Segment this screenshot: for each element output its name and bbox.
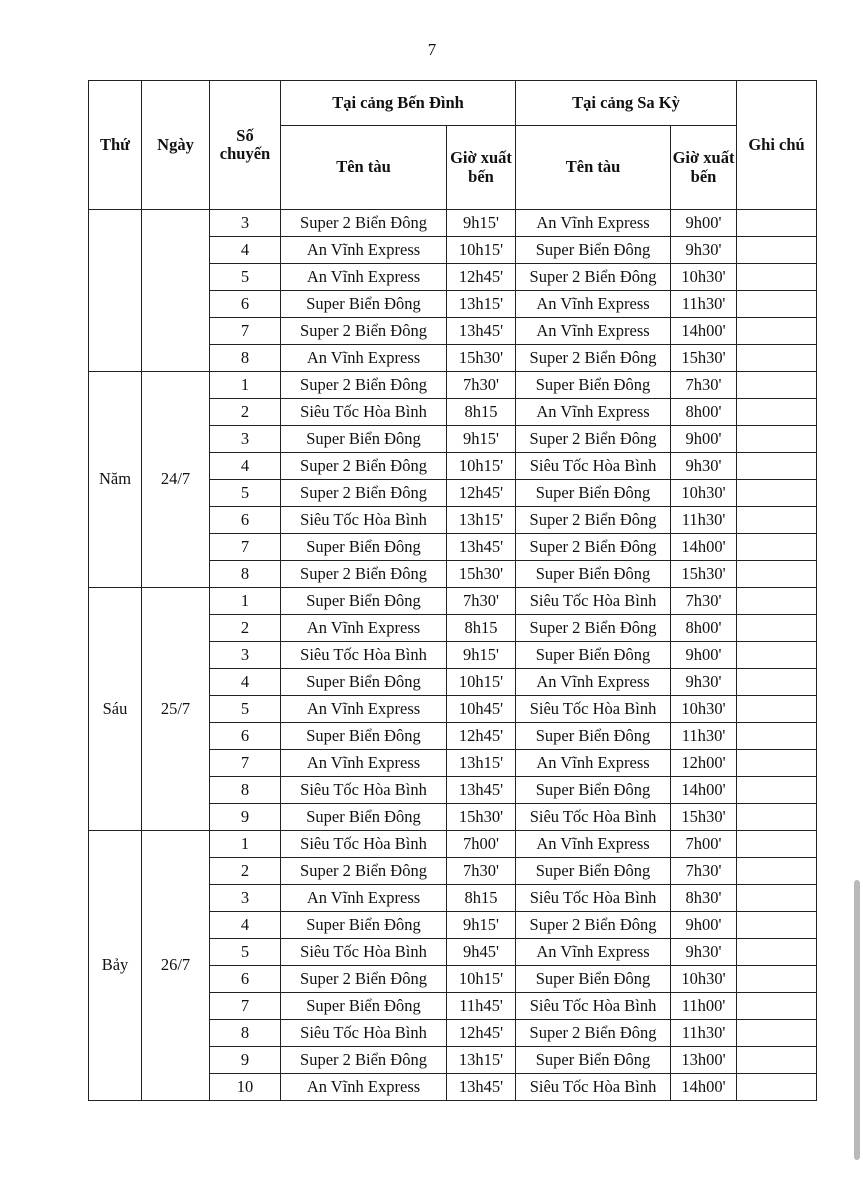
ship-name-sa-ky: Siêu Tốc Hòa Bình xyxy=(516,588,671,615)
day-of-week-cell: Năm xyxy=(89,372,142,588)
ferry-schedule-table xyxy=(88,80,817,1101)
trip-number-cell: 2 xyxy=(210,399,281,426)
trip-number-cell: 2 xyxy=(210,858,281,885)
ship-name-sa-ky: Siêu Tốc Hòa Bình xyxy=(516,993,671,1020)
ship-name-sa-ky: Super 2 Biển Đông xyxy=(516,507,671,534)
note-cell xyxy=(737,912,817,939)
note-cell xyxy=(737,804,817,831)
trip-number-cell: 3 xyxy=(210,426,281,453)
ship-name-sa-ky: Super Biển Đông xyxy=(516,723,671,750)
note-cell xyxy=(737,966,817,993)
departure-time-sa-ky: 10h30' xyxy=(671,480,737,507)
note-cell xyxy=(737,696,817,723)
departure-time-sa-ky: 15h30' xyxy=(671,804,737,831)
note-cell xyxy=(737,534,817,561)
ship-name-ben-dinh: Siêu Tốc Hòa Bình xyxy=(281,1020,447,1047)
departure-time-ben-dinh: 7h30' xyxy=(447,858,516,885)
note-cell xyxy=(737,237,817,264)
ship-name-ben-dinh: An Vĩnh Express xyxy=(281,345,447,372)
note-cell xyxy=(737,831,817,858)
ship-name-ben-dinh: Siêu Tốc Hòa Bình xyxy=(281,507,447,534)
trip-number-cell: 5 xyxy=(210,939,281,966)
table-row xyxy=(89,588,817,615)
header-port-sa-ky: Tại cảng Sa Kỳ xyxy=(516,81,737,126)
trip-number-cell: 3 xyxy=(210,642,281,669)
ship-name-ben-dinh: An Vĩnh Express xyxy=(281,885,447,912)
departure-time-sa-ky: 11h30' xyxy=(671,291,737,318)
trip-number-cell: 1 xyxy=(210,831,281,858)
page-number: 7 xyxy=(427,40,437,59)
trip-number-cell: 4 xyxy=(210,237,281,264)
ship-name-ben-dinh: Siêu Tốc Hòa Bình xyxy=(281,939,447,966)
ship-name-ben-dinh: Siêu Tốc Hòa Bình xyxy=(281,399,447,426)
header-ten-tau-a: Tên tàu xyxy=(281,126,447,210)
note-cell xyxy=(737,345,817,372)
day-of-week-cell: Bảy xyxy=(89,831,142,1101)
ship-name-sa-ky: Super 2 Biển Đông xyxy=(516,345,671,372)
departure-time-sa-ky: 11h30' xyxy=(671,507,737,534)
ship-name-sa-ky: An Vĩnh Express xyxy=(516,318,671,345)
departure-time-ben-dinh: 12h45' xyxy=(447,480,516,507)
departure-time-ben-dinh: 12h45' xyxy=(447,1020,516,1047)
day-of-week-cell: Sáu xyxy=(89,588,142,831)
departure-time-sa-ky: 9h30' xyxy=(671,237,737,264)
departure-time-sa-ky: 14h00' xyxy=(671,777,737,804)
departure-time-ben-dinh: 15h30' xyxy=(447,561,516,588)
departure-time-sa-ky: 10h30' xyxy=(671,264,737,291)
trip-number-cell: 6 xyxy=(210,966,281,993)
date-cell xyxy=(142,210,210,372)
trip-number-cell: 5 xyxy=(210,480,281,507)
trip-number-cell: 7 xyxy=(210,750,281,777)
date-cell: 26/7 xyxy=(142,831,210,1101)
ship-name-sa-ky: Siêu Tốc Hòa Bình xyxy=(516,804,671,831)
scrollbar-thumb[interactable] xyxy=(854,880,860,1160)
departure-time-ben-dinh: 13h45' xyxy=(447,534,516,561)
departure-time-ben-dinh: 13h45' xyxy=(447,318,516,345)
departure-time-sa-ky: 9h30' xyxy=(671,669,737,696)
note-cell xyxy=(737,318,817,345)
ship-name-ben-dinh: Super Biển Đông xyxy=(281,723,447,750)
ship-name-sa-ky: Super Biển Đông xyxy=(516,561,671,588)
departure-time-sa-ky: 9h30' xyxy=(671,453,737,480)
ship-name-ben-dinh: Super 2 Biển Đông xyxy=(281,858,447,885)
ship-name-sa-ky: Super 2 Biển Đông xyxy=(516,1020,671,1047)
ship-name-sa-ky: An Vĩnh Express xyxy=(516,831,671,858)
table-row xyxy=(89,831,817,858)
departure-time-sa-ky: 9h30' xyxy=(671,939,737,966)
ship-name-ben-dinh: Siêu Tốc Hòa Bình xyxy=(281,831,447,858)
departure-time-ben-dinh: 10h15' xyxy=(447,453,516,480)
trip-number-cell: 3 xyxy=(210,210,281,237)
date-cell: 25/7 xyxy=(142,588,210,831)
trip-number-cell: 4 xyxy=(210,453,281,480)
note-cell xyxy=(737,210,817,237)
header-ngay: Ngày xyxy=(142,81,210,210)
departure-time-sa-ky: 12h00' xyxy=(671,750,737,777)
table-row xyxy=(89,210,817,237)
departure-time-sa-ky: 15h30' xyxy=(671,561,737,588)
note-cell xyxy=(737,588,817,615)
ship-name-ben-dinh: Super Biển Đông xyxy=(281,993,447,1020)
departure-time-ben-dinh: 9h15' xyxy=(447,912,516,939)
note-cell xyxy=(737,642,817,669)
ship-name-sa-ky: Super Biển Đông xyxy=(516,858,671,885)
header-thu: Thứ xyxy=(89,81,142,210)
note-cell xyxy=(737,426,817,453)
departure-time-ben-dinh: 13h15' xyxy=(447,291,516,318)
ship-name-sa-ky: An Vĩnh Express xyxy=(516,291,671,318)
ship-name-sa-ky: Super Biển Đông xyxy=(516,642,671,669)
departure-time-sa-ky: 9h00' xyxy=(671,642,737,669)
ship-name-ben-dinh: Super 2 Biển Đông xyxy=(281,966,447,993)
header-ghi-chu: Ghi chú xyxy=(737,81,817,210)
departure-time-sa-ky: 7h30' xyxy=(671,588,737,615)
departure-time-ben-dinh: 8h15 xyxy=(447,615,516,642)
note-cell xyxy=(737,750,817,777)
note-cell xyxy=(737,1020,817,1047)
departure-time-sa-ky: 14h00' xyxy=(671,1074,737,1101)
note-cell xyxy=(737,993,817,1020)
departure-time-ben-dinh: 7h30' xyxy=(447,588,516,615)
note-cell xyxy=(737,561,817,588)
ship-name-ben-dinh: Super 2 Biển Đông xyxy=(281,561,447,588)
ship-name-ben-dinh: Super 2 Biển Đông xyxy=(281,372,447,399)
departure-time-sa-ky: 11h00' xyxy=(671,993,737,1020)
departure-time-sa-ky: 7h30' xyxy=(671,372,737,399)
note-cell xyxy=(737,1074,817,1101)
departure-time-ben-dinh: 10h15' xyxy=(447,669,516,696)
ship-name-sa-ky: Super 2 Biển Đông xyxy=(516,264,671,291)
ship-name-sa-ky: An Vĩnh Express xyxy=(516,750,671,777)
note-cell xyxy=(737,372,817,399)
trip-number-cell: 2 xyxy=(210,615,281,642)
trip-number-cell: 1 xyxy=(210,372,281,399)
ship-name-ben-dinh: Super Biển Đông xyxy=(281,804,447,831)
departure-time-ben-dinh: 7h30' xyxy=(447,372,516,399)
departure-time-ben-dinh: 8h15 xyxy=(447,885,516,912)
trip-number-cell: 5 xyxy=(210,696,281,723)
departure-time-sa-ky: 10h30' xyxy=(671,966,737,993)
ship-name-ben-dinh: Super 2 Biển Đông xyxy=(281,210,447,237)
trip-number-cell: 5 xyxy=(210,264,281,291)
ship-name-sa-ky: An Vĩnh Express xyxy=(516,399,671,426)
ship-name-sa-ky: Super Biển Đông xyxy=(516,777,671,804)
header-gio-xuat-ben-b: Giờ xuất bến xyxy=(671,126,737,210)
ship-name-sa-ky: Super 2 Biển Đông xyxy=(516,426,671,453)
ship-name-sa-ky: An Vĩnh Express xyxy=(516,669,671,696)
ship-name-ben-dinh: Super Biển Đông xyxy=(281,426,447,453)
ship-name-sa-ky: Super 2 Biển Đông xyxy=(516,615,671,642)
ship-name-ben-dinh: Super 2 Biển Đông xyxy=(281,1047,447,1074)
trip-number-cell: 8 xyxy=(210,777,281,804)
ship-name-ben-dinh: Siêu Tốc Hòa Bình xyxy=(281,777,447,804)
note-cell xyxy=(737,858,817,885)
ship-name-ben-dinh: Super 2 Biển Đông xyxy=(281,318,447,345)
trip-number-cell: 7 xyxy=(210,534,281,561)
departure-time-sa-ky: 14h00' xyxy=(671,318,737,345)
header-so-chuyen: Số chuyến xyxy=(210,81,281,210)
departure-time-sa-ky: 15h30' xyxy=(671,345,737,372)
note-cell xyxy=(737,939,817,966)
departure-time-sa-ky: 9h00' xyxy=(671,210,737,237)
departure-time-sa-ky: 8h30' xyxy=(671,885,737,912)
ship-name-ben-dinh: Siêu Tốc Hòa Bình xyxy=(281,642,447,669)
note-cell xyxy=(737,264,817,291)
ship-name-sa-ky: Siêu Tốc Hòa Bình xyxy=(516,1074,671,1101)
ship-name-ben-dinh: An Vĩnh Express xyxy=(281,1074,447,1101)
trip-number-cell: 9 xyxy=(210,804,281,831)
departure-time-sa-ky: 7h30' xyxy=(671,858,737,885)
note-cell xyxy=(737,669,817,696)
departure-time-sa-ky: 11h30' xyxy=(671,723,737,750)
trip-number-cell: 8 xyxy=(210,561,281,588)
ship-name-ben-dinh: Super Biển Đông xyxy=(281,669,447,696)
departure-time-sa-ky: 9h00' xyxy=(671,912,737,939)
departure-time-sa-ky: 9h00' xyxy=(671,426,737,453)
ship-name-ben-dinh: An Vĩnh Express xyxy=(281,696,447,723)
departure-time-ben-dinh: 10h15' xyxy=(447,966,516,993)
trip-number-cell: 7 xyxy=(210,993,281,1020)
departure-time-ben-dinh: 9h15' xyxy=(447,426,516,453)
ship-name-sa-ky: Super Biển Đông xyxy=(516,372,671,399)
departure-time-sa-ky: 14h00' xyxy=(671,534,737,561)
departure-time-ben-dinh: 11h45' xyxy=(447,993,516,1020)
trip-number-cell: 8 xyxy=(210,345,281,372)
table-row xyxy=(89,372,817,399)
ship-name-ben-dinh: Super Biển Đông xyxy=(281,912,447,939)
trip-number-cell: 6 xyxy=(210,723,281,750)
note-cell xyxy=(737,453,817,480)
departure-time-ben-dinh: 12h45' xyxy=(447,723,516,750)
ship-name-sa-ky: Siêu Tốc Hòa Bình xyxy=(516,696,671,723)
trip-number-cell: 1 xyxy=(210,588,281,615)
note-cell xyxy=(737,1047,817,1074)
departure-time-ben-dinh: 12h45' xyxy=(447,264,516,291)
note-cell xyxy=(737,615,817,642)
departure-time-ben-dinh: 15h30' xyxy=(447,804,516,831)
trip-number-cell: 4 xyxy=(210,669,281,696)
departure-time-ben-dinh: 13h15' xyxy=(447,507,516,534)
trip-number-cell: 10 xyxy=(210,1074,281,1101)
note-cell xyxy=(737,291,817,318)
ship-name-sa-ky: Super Biển Đông xyxy=(516,1047,671,1074)
departure-time-sa-ky: 8h00' xyxy=(671,399,737,426)
departure-time-ben-dinh: 8h15 xyxy=(447,399,516,426)
departure-time-ben-dinh: 7h00' xyxy=(447,831,516,858)
ship-name-ben-dinh: An Vĩnh Express xyxy=(281,264,447,291)
note-cell xyxy=(737,723,817,750)
ship-name-ben-dinh: Super 2 Biển Đông xyxy=(281,480,447,507)
departure-time-ben-dinh: 9h45' xyxy=(447,939,516,966)
departure-time-ben-dinh: 10h15' xyxy=(447,237,516,264)
ship-name-ben-dinh: Super Biển Đông xyxy=(281,588,447,615)
departure-time-ben-dinh: 13h15' xyxy=(447,750,516,777)
ship-name-ben-dinh: Super Biển Đông xyxy=(281,534,447,561)
ship-name-sa-ky: Super Biển Đông xyxy=(516,480,671,507)
departure-time-sa-ky: 13h00' xyxy=(671,1047,737,1074)
departure-time-sa-ky: 10h30' xyxy=(671,696,737,723)
note-cell xyxy=(737,507,817,534)
departure-time-ben-dinh: 13h15' xyxy=(447,1047,516,1074)
ship-name-sa-ky: Super Biển Đông xyxy=(516,237,671,264)
ship-name-ben-dinh: An Vĩnh Express xyxy=(281,615,447,642)
ship-name-sa-ky: Super Biển Đông xyxy=(516,966,671,993)
trip-number-cell: 3 xyxy=(210,885,281,912)
note-cell xyxy=(737,399,817,426)
header-port-ben-dinh: Tại cảng Bến Đình xyxy=(281,81,516,126)
schedule-body xyxy=(89,210,817,1101)
ship-name-sa-ky: An Vĩnh Express xyxy=(516,939,671,966)
trip-number-cell: 7 xyxy=(210,318,281,345)
departure-time-sa-ky: 7h00' xyxy=(671,831,737,858)
note-cell xyxy=(737,480,817,507)
departure-time-sa-ky: 8h00' xyxy=(671,615,737,642)
trip-number-cell: 4 xyxy=(210,912,281,939)
header-ten-tau-b: Tên tàu xyxy=(516,126,671,210)
departure-time-ben-dinh: 13h45' xyxy=(447,1074,516,1101)
departure-time-ben-dinh: 13h45' xyxy=(447,777,516,804)
ship-name-sa-ky: Super 2 Biển Đông xyxy=(516,534,671,561)
note-cell xyxy=(737,777,817,804)
trip-number-cell: 6 xyxy=(210,507,281,534)
departure-time-ben-dinh: 9h15' xyxy=(447,642,516,669)
ship-name-ben-dinh: Super 2 Biển Đông xyxy=(281,453,447,480)
ship-name-ben-dinh: An Vĩnh Express xyxy=(281,750,447,777)
ship-name-sa-ky: An Vĩnh Express xyxy=(516,210,671,237)
header-gio-xuat-ben-a: Giờ xuất bến xyxy=(447,126,516,210)
ship-name-sa-ky: Super 2 Biển Đông xyxy=(516,912,671,939)
trip-number-cell: 9 xyxy=(210,1047,281,1074)
departure-time-sa-ky: 11h30' xyxy=(671,1020,737,1047)
ship-name-sa-ky: Siêu Tốc Hòa Bình xyxy=(516,885,671,912)
ship-name-ben-dinh: An Vĩnh Express xyxy=(281,237,447,264)
ship-name-ben-dinh: Super Biển Đông xyxy=(281,291,447,318)
note-cell xyxy=(737,885,817,912)
ship-name-sa-ky: Siêu Tốc Hòa Bình xyxy=(516,453,671,480)
trip-number-cell: 8 xyxy=(210,1020,281,1047)
departure-time-ben-dinh: 10h45' xyxy=(447,696,516,723)
day-of-week-cell xyxy=(89,210,142,372)
departure-time-ben-dinh: 9h15' xyxy=(447,210,516,237)
departure-time-ben-dinh: 15h30' xyxy=(447,345,516,372)
trip-number-cell: 6 xyxy=(210,291,281,318)
date-cell: 24/7 xyxy=(142,372,210,588)
